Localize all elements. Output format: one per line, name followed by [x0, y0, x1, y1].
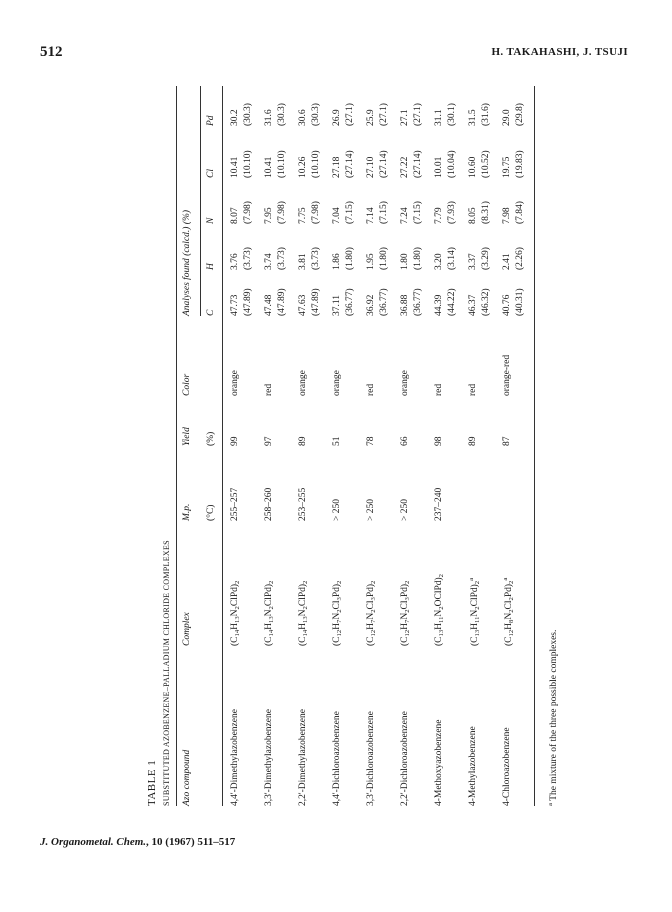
formula-subscript: 12 — [336, 629, 343, 637]
found-pd-cell: 30.2 — [230, 109, 240, 126]
calcd-n-cell: (7.98) — [277, 201, 287, 224]
yield-cell: 97 — [264, 436, 274, 446]
calcd-n-cell: (7.15) — [379, 201, 389, 224]
formula-subscript: 3 — [370, 597, 377, 601]
running-head: H. TAKAHASHI, J. TSUJI — [491, 46, 628, 58]
formula-element: ClPd) — [264, 583, 274, 607]
yield-cell: 98 — [434, 436, 444, 446]
formula-subscript: 2 — [474, 606, 482, 610]
header-azo-compound: Azo compound — [182, 749, 192, 806]
formula-subscript: 13 — [268, 616, 275, 623]
rotated-table — [142, 86, 582, 806]
journal-volume-pages: , 10 (1967) 511–517 — [146, 836, 236, 848]
found-cl-cell: 10.26 — [298, 156, 308, 178]
formula-element: Cl — [332, 600, 342, 610]
formula-prefix: (C — [470, 636, 481, 646]
melting-point-cell: > 250 — [400, 499, 410, 521]
formula-subscript: 12 — [508, 629, 516, 637]
table-top-rule — [176, 86, 177, 806]
found-n-cell: 7.79 — [434, 207, 444, 224]
footnote-mark: a — [547, 803, 554, 806]
formula-subscript: 14 — [234, 629, 241, 637]
formula-element: H — [298, 622, 308, 630]
found-c-cell: 44.39 — [434, 294, 444, 316]
color-cell: orange — [332, 370, 342, 396]
calcd-n-cell: (7.98) — [311, 201, 321, 224]
calcd-c-cell: (47.89) — [311, 288, 321, 316]
formula-subscript: 11 — [438, 616, 445, 623]
color-cell: orange — [400, 370, 410, 396]
calcd-cl-cell: (27.14) — [379, 150, 389, 178]
journal-name: J. Organometal. Chem. — [40, 836, 147, 848]
formula-element: H — [434, 622, 444, 630]
found-pd-cell: 26.9 — [332, 109, 342, 126]
formula-element: Cl — [400, 600, 410, 610]
table-bottom-rule — [534, 86, 535, 806]
found-cl-cell: 27.18 — [332, 156, 342, 178]
calcd-cl-cell: (10.10) — [311, 150, 321, 178]
header-yield-unit: (%) — [206, 431, 216, 446]
complex-formula-cell — [332, 581, 343, 646]
formula-subscript: 12 — [404, 629, 411, 637]
calcd-n-cell: (8.31) — [481, 201, 491, 224]
calcd-h-cell: (2.26) — [515, 247, 525, 270]
yield-cell: 99 — [230, 436, 240, 446]
formula-subscript: 7 — [404, 619, 411, 623]
found-n-cell: 7.14 — [366, 207, 376, 224]
found-n-cell: 8.05 — [468, 207, 478, 224]
color-cell: red — [264, 383, 274, 396]
found-n-cell: 7.04 — [332, 207, 342, 224]
formula-prefix: (C — [298, 636, 308, 646]
formula-subscript: 2 — [508, 597, 516, 601]
found-n-cell: 7.98 — [502, 207, 512, 224]
complex-formula-cell — [298, 581, 309, 646]
found-h-cell: 3.20 — [434, 253, 444, 270]
color-cell: orange — [298, 370, 308, 396]
formula-element: H — [366, 622, 376, 630]
found-n-cell: 8.07 — [230, 207, 240, 224]
formula-subscript: 2 — [370, 609, 377, 613]
azo-compound-cell: 3,3'-Dichloroazobenzene — [366, 711, 376, 806]
found-cl-cell: 10.41 — [264, 156, 274, 178]
calcd-cl-cell: (10.10) — [243, 150, 253, 178]
yield-cell: 89 — [468, 436, 478, 446]
formula-subscript: 2 — [438, 606, 445, 610]
page-number: 512 — [40, 44, 63, 60]
calcd-pd-cell: (30.3) — [311, 103, 321, 126]
melting-point-cell: 258–260 — [264, 487, 274, 521]
formula-subscript: 13 — [234, 616, 241, 623]
calcd-pd-cell: (30.3) — [243, 103, 253, 126]
footnote-ref-mark: a — [502, 577, 509, 581]
found-h-cell: 2.41 — [502, 253, 512, 270]
found-c-cell: 37.11 — [332, 294, 342, 316]
calcd-cl-cell: (27.14) — [413, 150, 423, 178]
found-pd-cell: 31.6 — [264, 109, 274, 126]
azo-compound-cell: 2,2'-Dimethylazobenzene — [298, 709, 308, 806]
melting-point-cell: > 250 — [332, 499, 342, 521]
formula-subscript: 2 — [474, 580, 482, 585]
complex-formula-cell — [434, 574, 445, 646]
header-mp: M.p. — [182, 503, 192, 521]
formula-element: OClPd) — [434, 577, 444, 607]
yield-cell: 51 — [332, 436, 342, 446]
formula-element: N — [332, 612, 342, 620]
azo-compound-cell: 4-Chloroazobenzene — [502, 727, 512, 806]
formula-element: N — [366, 612, 376, 620]
melting-point-cell: 253–255 — [298, 487, 308, 521]
formula-element: N — [298, 609, 308, 617]
footnote-text: The mixture of the three possible complexes. — [549, 629, 560, 804]
calcd-h-cell: (1.80) — [379, 247, 389, 270]
calcd-cl-cell: (19.83) — [515, 150, 525, 178]
formula-element: H — [400, 622, 410, 630]
found-h-cell: 3.76 — [230, 253, 240, 270]
found-pd-cell: 31.1 — [434, 109, 444, 126]
formula-element: N — [470, 609, 481, 617]
azo-compound-cell: 4-Methylazobenzene — [468, 726, 478, 806]
found-c-cell: 47.48 — [264, 294, 274, 316]
complex-formula-cell — [366, 581, 377, 646]
calcd-h-cell: (1.80) — [413, 247, 423, 270]
calcd-c-cell: (47.89) — [277, 288, 287, 316]
found-n-cell: 7.75 — [298, 207, 308, 224]
calcd-h-cell: (3.14) — [447, 247, 457, 270]
formula-subscript: 2 — [508, 580, 516, 584]
formula-element: Pd) — [366, 583, 376, 598]
formula-element: N — [434, 609, 444, 617]
calcd-c-cell: (40.31) — [515, 288, 525, 316]
calcd-n-cell: (7.84) — [515, 201, 525, 224]
formula-subscript: 12 — [370, 629, 377, 637]
header-complex: Complex — [182, 612, 192, 646]
complex-formula-cell — [230, 581, 241, 646]
found-h-cell: 1.95 — [366, 253, 376, 270]
calcd-c-cell: (47.89) — [243, 288, 253, 316]
formula-element: N — [264, 609, 274, 617]
color-cell: orange — [230, 370, 240, 396]
formula-subscript: 13 — [474, 629, 482, 637]
azo-compound-cell: 4-Methoxyazobenzene — [434, 719, 444, 806]
calcd-cl-cell: (10.04) — [447, 150, 457, 178]
calcd-n-cell: (7.93) — [447, 201, 457, 224]
header-h: H — [206, 263, 216, 270]
calcd-h-cell: (3.73) — [243, 247, 253, 270]
complex-formula-cell — [502, 578, 515, 646]
footnote-ref-mark: a — [468, 577, 475, 581]
formula-prefix: (C — [504, 636, 515, 646]
melting-point-cell: 237–240 — [434, 487, 444, 521]
table-label: TABLE 1 — [146, 759, 158, 806]
found-cl-cell: 19.75 — [502, 156, 512, 178]
found-c-cell: 46.37 — [468, 294, 478, 316]
formula-element: Pd) — [332, 583, 342, 598]
found-c-cell: 47.63 — [298, 294, 308, 316]
formula-prefix: (C — [400, 636, 410, 646]
found-c-cell: 40.76 — [502, 294, 512, 316]
calcd-pd-cell: (29.8) — [515, 103, 525, 126]
formula-element: H — [332, 622, 342, 630]
calcd-cl-cell: (27.14) — [345, 150, 355, 178]
header-pd: Pd — [206, 115, 216, 126]
found-n-cell: 7.95 — [264, 207, 274, 224]
formula-element: Pd) — [504, 583, 515, 598]
formula-prefix: (C — [264, 636, 274, 646]
azo-compound-cell: 4,4'-Dimethylazobenzene — [230, 709, 240, 806]
formula-element: H — [470, 622, 481, 630]
calcd-c-cell: (36.77) — [345, 288, 355, 316]
calcd-pd-cell: (27.1) — [413, 103, 423, 126]
found-c-cell: 36.88 — [400, 294, 410, 316]
formula-subscript: 2 — [268, 580, 275, 584]
yield-cell: 87 — [502, 436, 512, 446]
found-h-cell: 1.80 — [400, 253, 410, 270]
found-h-cell: 1.86 — [332, 253, 342, 270]
formula-prefix: (C — [332, 636, 342, 646]
complex-formula-cell — [468, 578, 481, 646]
calcd-n-cell: (7.15) — [413, 201, 423, 224]
formula-element: Cl — [366, 600, 376, 610]
azo-compound-cell: 3,3'-Dimethylazobenzene — [264, 709, 274, 806]
formula-element: H — [264, 622, 274, 630]
formula-subscript: 2 — [438, 574, 445, 578]
found-c-cell: 47.73 — [230, 294, 240, 316]
formula-element: Pd) — [400, 583, 410, 598]
formula-subscript: 3 — [336, 597, 343, 601]
formula-subscript: 2 — [302, 580, 309, 584]
calcd-c-cell: (46.32) — [481, 288, 491, 316]
calcd-pd-cell: (30.3) — [277, 103, 287, 126]
formula-prefix: (C — [434, 636, 444, 646]
formula-subscript: 13 — [302, 616, 309, 623]
found-c-cell: 36.92 — [366, 294, 376, 316]
analyses-rule — [200, 86, 201, 316]
calcd-h-cell: (3.29) — [481, 247, 491, 270]
calcd-pd-cell: (27.1) — [345, 103, 355, 126]
found-pd-cell: 27.1 — [400, 109, 410, 126]
header-c: C — [206, 309, 216, 316]
formula-element: ClPd) — [298, 583, 308, 607]
formula-element: Cl — [504, 600, 515, 610]
found-pd-cell: 31.5 — [468, 109, 478, 126]
found-cl-cell: 27.10 — [366, 156, 376, 178]
calcd-pd-cell: (30.1) — [447, 103, 457, 126]
found-pd-cell: 25.9 — [366, 109, 376, 126]
formula-element: ClPd) — [230, 583, 240, 607]
formula-subscript: 14 — [302, 629, 309, 637]
calcd-cl-cell: (10.52) — [481, 150, 491, 178]
melting-point-cell: > 250 — [366, 499, 376, 521]
calcd-cl-cell: (10.10) — [277, 150, 287, 178]
yield-cell: 78 — [366, 436, 376, 446]
calcd-pd-cell: (31.6) — [481, 103, 491, 126]
formula-subscript: 2 — [234, 606, 241, 610]
formula-subscript: 2 — [336, 580, 343, 584]
formula-element: N — [230, 609, 240, 617]
header-color: Color — [182, 373, 192, 396]
formula-subscript: 7 — [336, 619, 343, 623]
calcd-n-cell: (7.15) — [345, 201, 355, 224]
formula-subscript: 8 — [508, 619, 516, 623]
formula-subscript: 11 — [474, 616, 482, 623]
formula-subscript: 2 — [404, 609, 411, 613]
found-cl-cell: 27.22 — [400, 156, 410, 178]
header-analyses: Analyses found (calcd.) (%) — [182, 209, 192, 316]
header-yield: Yield — [182, 427, 192, 446]
yield-cell: 89 — [298, 436, 308, 446]
table-footnote — [547, 630, 559, 806]
color-cell: orange-red — [502, 354, 512, 396]
calcd-h-cell: (1.80) — [345, 247, 355, 270]
color-cell: red — [434, 383, 444, 396]
formula-subscript: 13 — [438, 629, 445, 637]
azo-compound-cell: 4,4'-Dichloroazobenzene — [332, 711, 342, 806]
formula-subscript: 2 — [508, 609, 516, 613]
formula-subscript: 14 — [268, 629, 275, 637]
formula-prefix: (C — [230, 636, 240, 646]
header-mp-unit: (°C) — [206, 504, 216, 521]
calcd-pd-cell: (27.1) — [379, 103, 389, 126]
header-cl: Cl — [206, 169, 216, 178]
color-cell: red — [366, 383, 376, 396]
header-rule — [222, 86, 223, 806]
calcd-c-cell: (44.22) — [447, 288, 457, 316]
complex-formula-cell — [264, 581, 275, 646]
formula-element: N — [400, 612, 410, 620]
calcd-c-cell: (36.77) — [413, 288, 423, 316]
found-pd-cell: 30.6 — [298, 109, 308, 126]
formula-subscript: 7 — [370, 619, 377, 623]
color-cell: red — [468, 383, 478, 396]
formula-subscript: 2 — [302, 606, 309, 610]
formula-subscript: 3 — [404, 597, 411, 601]
found-h-cell: 3.37 — [468, 253, 478, 270]
melting-point-cell: 255–257 — [230, 487, 240, 521]
table-caption: SUBSTITUTED AZOBENZENE–PALLADIUM CHLORIDE COMPLEXES — [162, 540, 171, 806]
calcd-n-cell: (7.98) — [243, 201, 253, 224]
formula-element: N — [504, 612, 515, 620]
formula-prefix: (C — [366, 636, 376, 646]
formula-element: H — [504, 622, 515, 630]
formula-element: ClPd) — [470, 584, 481, 607]
calcd-h-cell: (3.73) — [311, 247, 321, 270]
azo-compound-cell: 2,2'-Dichloroazobenzene — [400, 711, 410, 806]
formula-subscript: 2 — [336, 609, 343, 613]
found-h-cell: 3.74 — [264, 253, 274, 270]
formula-element: H — [230, 622, 240, 630]
found-pd-cell: 29.0 — [502, 109, 512, 126]
header-n: N — [206, 217, 216, 224]
formula-subscript: 2 — [268, 606, 275, 610]
formula-subscript: 2 — [370, 580, 377, 584]
found-cl-cell: 10.01 — [434, 156, 444, 178]
found-cl-cell: 10.60 — [468, 156, 478, 178]
calcd-c-cell: (36.77) — [379, 288, 389, 316]
journal-reference — [40, 836, 235, 848]
found-h-cell: 3.81 — [298, 253, 308, 270]
found-n-cell: 7.24 — [400, 207, 410, 224]
calcd-h-cell: (3.73) — [277, 247, 287, 270]
found-cl-cell: 10.41 — [230, 156, 240, 178]
complex-formula-cell — [400, 581, 411, 646]
formula-subscript: 2 — [234, 580, 241, 584]
formula-subscript: 2 — [404, 580, 411, 584]
yield-cell: 66 — [400, 436, 410, 446]
